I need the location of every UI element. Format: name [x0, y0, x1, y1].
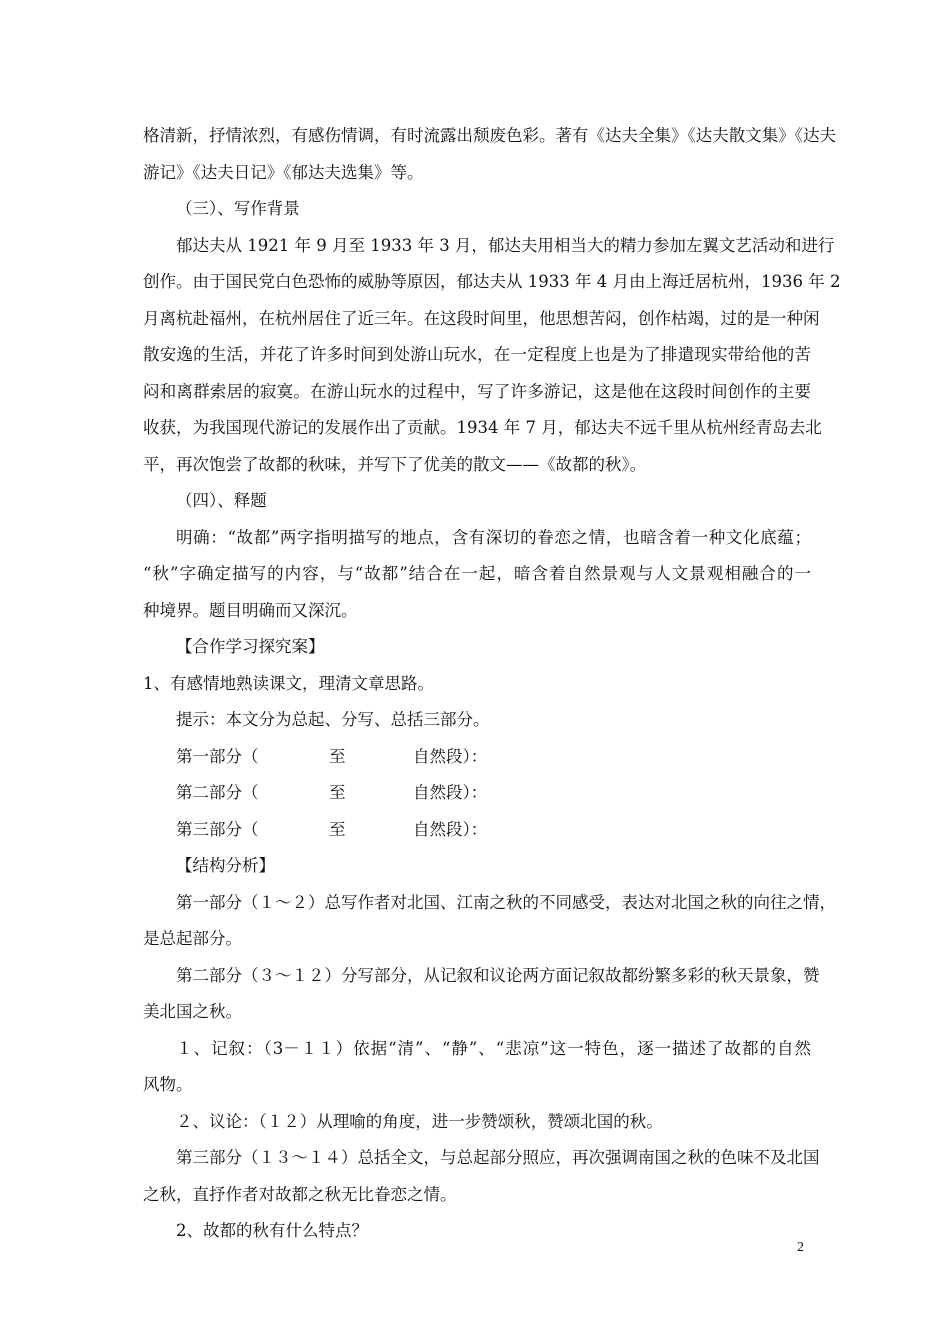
section-heading: 【结构分析】	[176, 856, 275, 875]
fill-mid: 至	[329, 819, 346, 839]
paragraph-line: 第一部分（１～２）总写作者对北国、江南之秋的不同感受，表达对北国之秋的向往之情，	[176, 892, 836, 912]
paragraph-line: 明确：“故都”两字指明描写的地点，含有深切的眷恋之情，也暗含着一种文化底蕴；	[176, 527, 811, 547]
paragraph-line: 游记》《达夫日记》《郁达夫选集》等。	[143, 162, 424, 182]
paragraph-line: 创作。由于国民党白色恐怖的威胁等原因，郁达夫从 1933 年 4 月由上海迁居杭州，1936 年 2	[143, 272, 841, 291]
paragraph-line: 第二部分（３～１２）分写部分，从记叙和议论两方面记叙故都纷繁多彩的秋天景象，赞	[176, 965, 820, 985]
paragraph-line: ２、议论：（１２）从理喻的角度，进一步赞颂秋，赞颂北国的秋。	[176, 1111, 663, 1131]
fill-label: 第二部分（	[176, 783, 259, 802]
paragraph-line: 收获，为我国现代游记的发展作出了贡献。1934 年 7 月，郁达夫不远千里从杭州经青岛去北	[143, 418, 822, 437]
paragraph-line: １、记叙：（3－１１）依据“清”、“静”、“悲凉”这一特色，逐一描述了故都的自然	[176, 1038, 811, 1058]
paragraph-line: 闷和离群索居的寂寞。在游山玩水的过程中，写了许多游记，这是他在这段时间创作的主要	[143, 381, 811, 401]
fill-in-row	[143, 775, 811, 812]
paragraph-line: 月离杭赴福州，在杭州居住了近三年。在这段时间里，他思想苦闷，创作枯竭，过的是一种闲	[143, 308, 820, 328]
fill-mid: 至	[329, 783, 346, 802]
section-heading: （三）、写作背景	[176, 199, 300, 218]
paragraph-line: 美北国之秋。	[143, 1002, 242, 1021]
section-heading: （四）、释题	[176, 491, 267, 510]
question-line: 1、有感情地熟读课文，理清文章思路。	[143, 673, 434, 693]
fill-mid: 至	[329, 746, 346, 766]
section-heading: 【合作学习探究案】	[176, 637, 325, 656]
paragraph-line: 第三部分（１３～１４）总括全文，与总起部分照应，再次强调南国之秋的色味不及北国	[176, 1148, 820, 1167]
fill-label: 第三部分（	[176, 819, 259, 839]
document-body	[143, 118, 841, 1250]
fill-end: 自然段）：	[413, 746, 488, 766]
paragraph-line: “秋”字确定描写的内容，与“故都”结合在一起，暗含着自然景观与人文景观相融合的一	[143, 564, 811, 583]
question-line: 2、故都的秋有什么特点？	[176, 1221, 368, 1240]
fill-end: 自然段）：	[413, 783, 488, 802]
hint-line: 提示：本文分为总起、分写、总括三部分。	[176, 710, 490, 729]
paragraph-line: 种境界。题目明确而又深沉。	[143, 600, 358, 620]
fill-in-row	[143, 812, 811, 849]
paragraph-line: 风物。	[143, 1075, 193, 1094]
paragraph-line: 平，再次饱尝了故都的秋味，并写下了优美的散文——《故都的秋》。	[143, 454, 647, 474]
paragraph-line: 散安逸的生活，并花了许多时间到处游山玩水，在一定程度上也是为了排遣现实带给他的苦	[143, 345, 811, 364]
paragraph-line: 格清新，抒情浓烈，有感伤情调，有时流露出颓废色彩。著有《达夫全集》《达夫散文集》《达夫	[143, 126, 836, 145]
page-number: 2	[797, 1240, 804, 1255]
paragraph-line: 是总起部分。	[143, 929, 242, 948]
paragraph-line: 郁达夫从 1921 年 9 月至 1933 年 3 月，郁达夫用相当大的精力参加左翼文艺活动和进行	[176, 235, 835, 255]
fill-label: 第一部分（	[176, 746, 259, 766]
fill-in-row	[143, 739, 811, 776]
paragraph-line: 之秋，直抒作者对故都之秋无比眷恋之情。	[143, 1184, 457, 1204]
fill-end: 自然段）：	[413, 819, 488, 839]
